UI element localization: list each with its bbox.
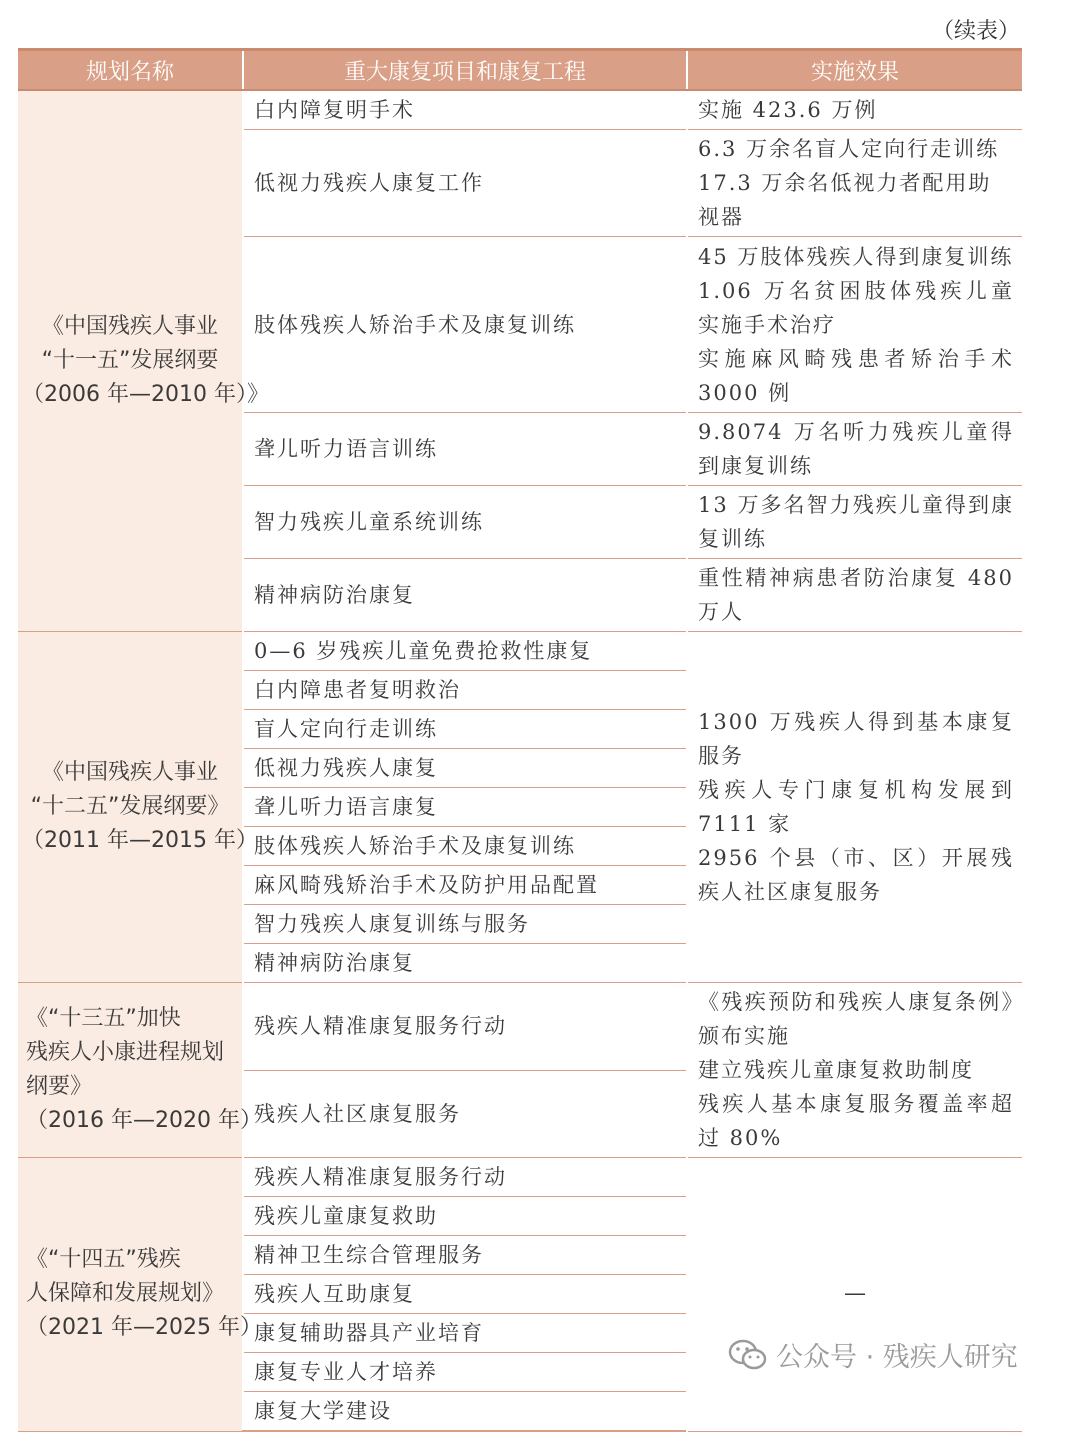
project-cell: 低视力残疾人康复工作 [243, 130, 687, 237]
table-row [18, 983, 1022, 1071]
project-cell: 残疾儿童康复救助 [243, 1197, 687, 1236]
effect-cell-empty: — [687, 1158, 1022, 1432]
header-plan-name: 规划名称 [18, 50, 243, 91]
header-projects: 重大康复项目和康复工程 [243, 50, 687, 91]
project-cell: 精神病防治康复 [243, 559, 687, 632]
project-cell: 残疾人互助康复 [243, 1275, 687, 1314]
project-cell: 聋儿听力语言训练 [243, 413, 687, 486]
plan-name-11th: 《中国残疾人事业 “十一五”发展纲要 （2006 年—2010 年）》 [18, 90, 243, 632]
effect-cell: 13 万多名智力残疾儿童得到康复训练 [687, 486, 1022, 559]
project-cell: 0—6 岁残疾儿童免费抢救性康复 [243, 632, 687, 671]
effect-cell: 1300 万残疾人得到基本康复服务 残疾人专门康复机构发展到 7111 家 2956 个县（市、区）开展残疾人社区康复服务 [687, 632, 1022, 983]
project-cell: 康复辅助器具产业培育 [243, 1314, 687, 1353]
wechat-icon [728, 1338, 768, 1372]
table-header-row [18, 50, 1022, 91]
project-cell: 智力残疾人康复训练与服务 [243, 905, 687, 944]
table-row [18, 1158, 1022, 1197]
project-cell: 肢体残疾人矫治手术及康复训练 [243, 827, 687, 866]
continued-label: （续表） [931, 19, 1020, 44]
watermark [728, 1335, 1018, 1374]
rehab-projects-table [18, 48, 1022, 1432]
project-cell: 肢体残疾人矫治手术及康复训练 [243, 237, 687, 413]
project-cell: 残疾人精准康复服务行动 [243, 983, 687, 1071]
plan-name-14th: 《“十四五”残疾 人保障和发展规划》 （2021 年—2025 年） [18, 1158, 243, 1432]
effect-cell: 《残疾预防和残疾人康复条例》颁布实施 建立残疾儿童康复救助制度 残疾人基本康复服务覆盖率超过 80% [687, 983, 1022, 1158]
project-cell: 残疾人精准康复服务行动 [243, 1158, 687, 1197]
effect-cell: 重性精神病患者防治康复 480 万人 [687, 559, 1022, 632]
effect-cell: 实施 423.6 万例 [687, 90, 1022, 130]
effect-cell: 9.8074 万名听力残疾儿童得到康复训练 [687, 413, 1022, 486]
project-cell: 盲人定向行走训练 [243, 710, 687, 749]
project-cell: 残疾人社区康复服务 [243, 1070, 687, 1158]
plan-name-13th: 《“十三五”加快 残疾人小康进程规划 纲要》 （2016 年—2020 年） [18, 983, 243, 1158]
project-cell: 精神卫生综合管理服务 [243, 1236, 687, 1275]
project-cell: 白内障患者复明救治 [243, 671, 687, 710]
plan-name-12th: 《中国残疾人事业 “十二五”发展纲要》 （2011 年—2015 年） [18, 632, 243, 983]
project-cell: 白内障复明手术 [243, 90, 687, 130]
project-cell: 低视力残疾人康复 [243, 749, 687, 788]
project-cell: 精神病防治康复 [243, 944, 687, 983]
table-row [18, 90, 1022, 130]
table-row [18, 632, 1022, 671]
project-cell: 聋儿听力语言康复 [243, 788, 687, 827]
project-cell: 康复大学建设 [243, 1392, 687, 1432]
watermark-text: 公众号 · 残疾人研究 [776, 1342, 1018, 1373]
effect-cell: 45 万肢体残疾人得到康复训练 1.06 万名贫困肢体残疾儿童实施手术治疗 实施麻风畸残患者矫治手术 3000 例 [687, 237, 1022, 413]
project-cell: 智力残疾儿童系统训练 [243, 486, 687, 559]
header-effects: 实施效果 [687, 50, 1022, 91]
project-cell: 麻风畸残矫治手术及防护用品配置 [243, 866, 687, 905]
effect-cell: 6.3 万余名盲人定向行走训练 17.3 万余名低视力者配用助视器 [687, 130, 1022, 237]
project-cell: 康复专业人才培养 [243, 1353, 687, 1392]
